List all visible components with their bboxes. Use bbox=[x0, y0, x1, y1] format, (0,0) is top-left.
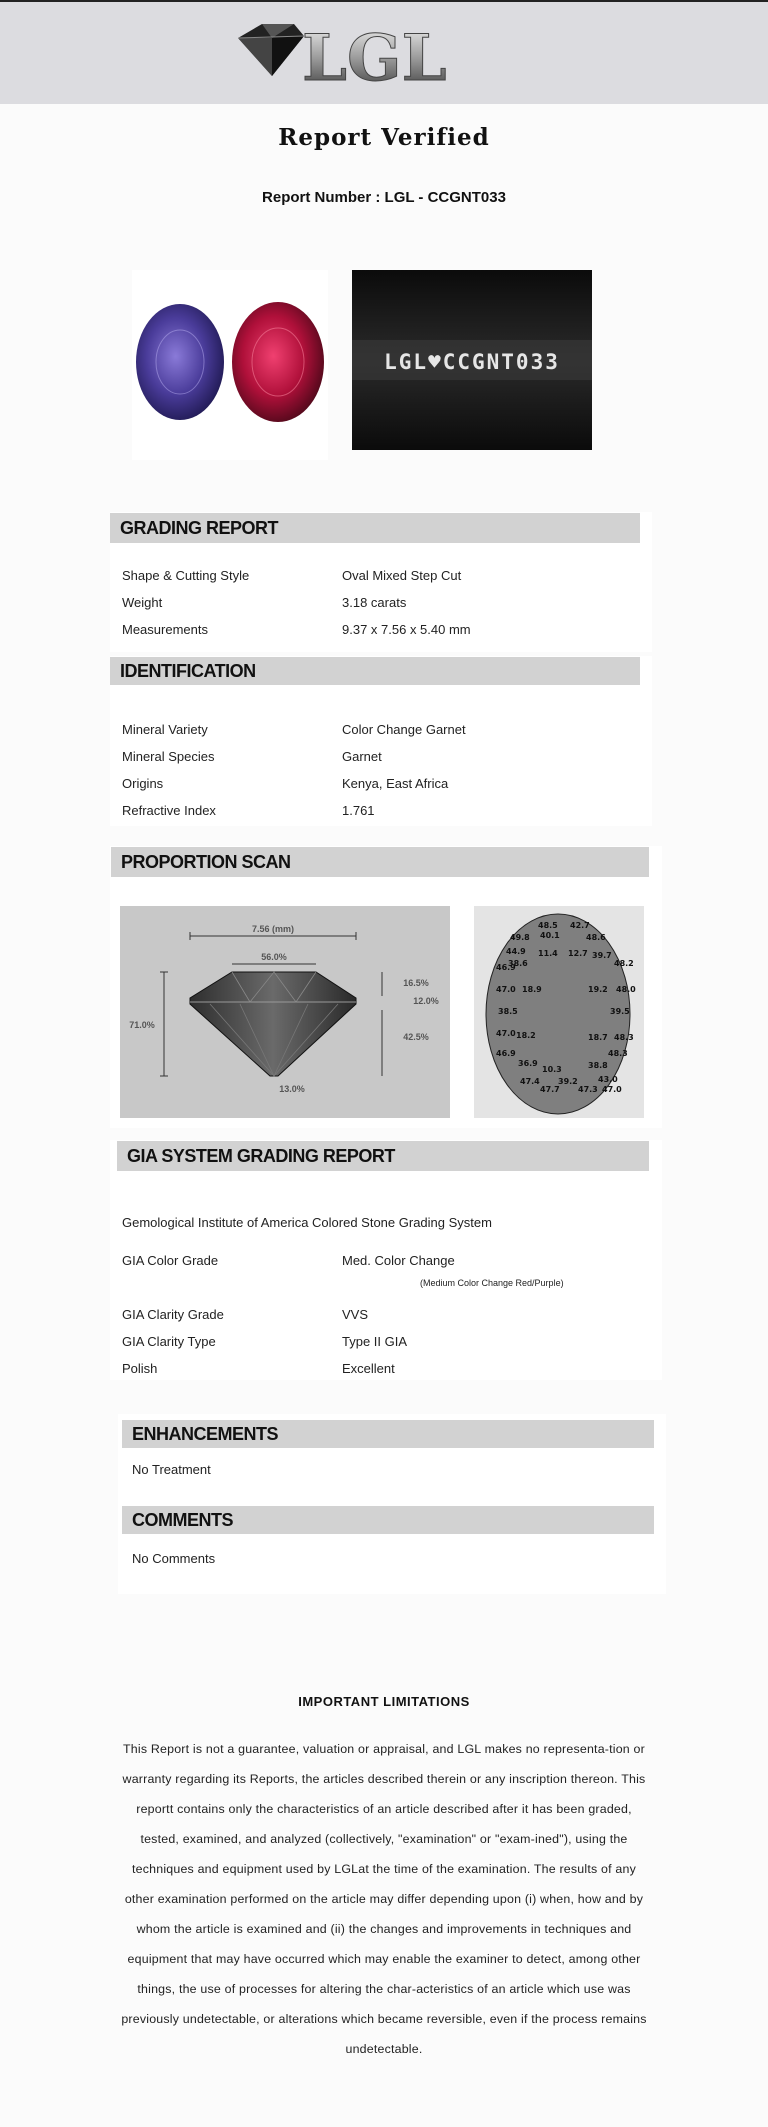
svg-text:7.56 (mm): 7.56 (mm) bbox=[251, 924, 295, 934]
limitations-text: This Report is not a guarantee, valuation or appraisal, and LGL makes no representa-tion or warranty regarding its Reports, the articles described therein or any inscription thereon. This reportt contains only the characteristics of an article described after it has been graded, tested, examined, and analyzed (collectively, "examination" or "exam-ined"), using the techniques and equipment used by LGLat the time of the examination. The results of any other examination performed on the article may differ depending upon (i) when, how and by whom the article is examined and (ii) the changes and improvements in techniques and equipment that may have occurred which may enable the examiner to detect, among other things, the use of processes for altering the char-acteristics of an article which use was previously undetectable, or alterations which became reversible, even if the process remains undetectable. bbox=[121, 1742, 647, 2056]
inscription-text: LGL♥CCGNT033 bbox=[384, 350, 560, 374]
depth-map-value: 47.4 bbox=[520, 1077, 540, 1086]
depth-map-value: 47.0 bbox=[602, 1085, 622, 1094]
lgl-logo bbox=[232, 18, 492, 98]
weight-value: 3.18 carats bbox=[342, 595, 407, 610]
depth-map-value: 46.9 bbox=[496, 1049, 516, 1058]
svg-text:13.0%: 13.0% bbox=[279, 1084, 305, 1094]
depth-map-value: 38.8 bbox=[588, 1061, 608, 1070]
origins-label: Origins bbox=[122, 776, 164, 791]
grading-report-header: GRADING REPORT bbox=[110, 513, 640, 543]
depth-map-value: 47.0 bbox=[496, 985, 516, 994]
depth-map-value: 42.7 bbox=[570, 921, 590, 930]
inscription-photo bbox=[352, 270, 592, 450]
depth-map-value: 48.2 bbox=[614, 959, 634, 968]
depth-map-diagram bbox=[474, 906, 644, 1118]
mineral-species-value: Garnet bbox=[342, 749, 382, 764]
gem-photo bbox=[132, 270, 328, 460]
depth-map-value: 40.1 bbox=[540, 931, 560, 940]
depth-map-value: 36.9 bbox=[518, 1059, 538, 1068]
red-gem bbox=[232, 302, 324, 422]
page-title: Report Verified bbox=[278, 124, 490, 151]
gia-clarity-grade-value: VVS bbox=[342, 1307, 369, 1322]
proportion-scan-header: PROPORTION SCAN bbox=[111, 847, 649, 877]
svg-text:42.5%: 42.5% bbox=[403, 1032, 429, 1042]
weight-label: Weight bbox=[122, 595, 163, 610]
svg-text:12.0%: 12.0% bbox=[413, 996, 439, 1006]
svg-text:71.0%: 71.0% bbox=[129, 1020, 155, 1030]
depth-map-value: 39.2 bbox=[558, 1077, 578, 1086]
refractive-index-value: 1.761 bbox=[342, 803, 375, 818]
depth-map-value: 38.5 bbox=[498, 1007, 518, 1016]
depth-map-value: 47.0 bbox=[496, 1029, 516, 1038]
mineral-species-label: Mineral Species bbox=[122, 749, 215, 764]
mineral-variety-value: Color Change Garnet bbox=[342, 722, 466, 737]
depth-map-value: 48.0 bbox=[616, 985, 636, 994]
shape-label: Shape & Cutting Style bbox=[122, 568, 250, 583]
measurements-label: Measurements bbox=[122, 622, 208, 637]
depth-map-value: 19.2 bbox=[588, 985, 608, 994]
shape-value: Oval Mixed Step Cut bbox=[342, 568, 462, 583]
comments-text: No Comments bbox=[132, 1551, 216, 1566]
gia-color-note: (Medium Color Change Red/Purple) bbox=[420, 1278, 564, 1288]
measurements-value: 9.37 x 7.56 x 5.40 mm bbox=[342, 622, 471, 637]
refractive-index-label: Refractive Index bbox=[122, 803, 216, 818]
depth-map-value: 48.6 bbox=[586, 933, 606, 942]
depth-map-value: 38.6 bbox=[508, 959, 528, 968]
depth-map-value: 47.3 bbox=[578, 1085, 598, 1094]
diamond-icon bbox=[238, 24, 304, 76]
svg-text:56.0%: 56.0% bbox=[261, 952, 287, 962]
gia-clarity-type-label: GIA Clarity Type bbox=[122, 1334, 216, 1349]
identification-header: IDENTIFICATION bbox=[110, 657, 640, 685]
depth-map-value: 49.8 bbox=[510, 933, 530, 942]
depth-map-value: 46.9 bbox=[496, 963, 516, 972]
depth-map-value: 39.5 bbox=[610, 1007, 630, 1016]
depth-map-value: 47.7 bbox=[540, 1085, 560, 1094]
depth-map-value: 18.2 bbox=[516, 1031, 536, 1040]
svg-text:16.5%: 16.5% bbox=[403, 978, 429, 988]
gia-color-label: GIA Color Grade bbox=[122, 1253, 219, 1268]
gia-header: GIA SYSTEM GRADING REPORT bbox=[117, 1141, 649, 1171]
polish-label: Polish bbox=[122, 1361, 158, 1376]
gia-subtitle: Gemological Institute of America Colored Stone Grading System bbox=[122, 1215, 492, 1230]
depth-map-value: 48.3 bbox=[614, 1033, 634, 1042]
depth-map-value: 11.4 bbox=[538, 949, 558, 958]
enhancements-text: No Treatment bbox=[132, 1462, 211, 1477]
comments-header: COMMENTS bbox=[122, 1506, 654, 1534]
depth-map-value: 44.9 bbox=[506, 947, 526, 956]
depth-map-value: 48.5 bbox=[538, 921, 558, 930]
limitations-title: IMPORTANT LIMITATIONS bbox=[298, 1694, 470, 1709]
enhancements-header: ENHANCEMENTS bbox=[122, 1420, 654, 1448]
polish-value: Excellent bbox=[342, 1361, 395, 1376]
mineral-variety-label: Mineral Variety bbox=[122, 722, 208, 737]
depth-map-value: 43.0 bbox=[598, 1075, 618, 1084]
header-band bbox=[0, 2, 768, 104]
gia-clarity-grade-label: GIA Clarity Grade bbox=[122, 1307, 224, 1322]
blue-gem bbox=[136, 304, 224, 420]
report-number: Report Number : LGL - CCGNT033 bbox=[262, 189, 506, 206]
depth-map-value: 48.3 bbox=[608, 1049, 628, 1058]
gia-color-value: Med. Color Change bbox=[342, 1253, 455, 1268]
depth-map-value: 12.7 bbox=[568, 949, 588, 958]
depth-map-value: 10.3 bbox=[542, 1065, 562, 1074]
depth-map-value: 18.9 bbox=[522, 985, 542, 994]
profile-diagram bbox=[120, 906, 450, 1118]
depth-map-value: 39.7 bbox=[592, 951, 612, 960]
origins-value: Kenya, East Africa bbox=[342, 776, 449, 791]
depth-map-value: 18.7 bbox=[588, 1033, 608, 1042]
gia-clarity-type-value: Type II GIA bbox=[342, 1334, 408, 1349]
svg-text:LGL: LGL bbox=[302, 21, 447, 96]
